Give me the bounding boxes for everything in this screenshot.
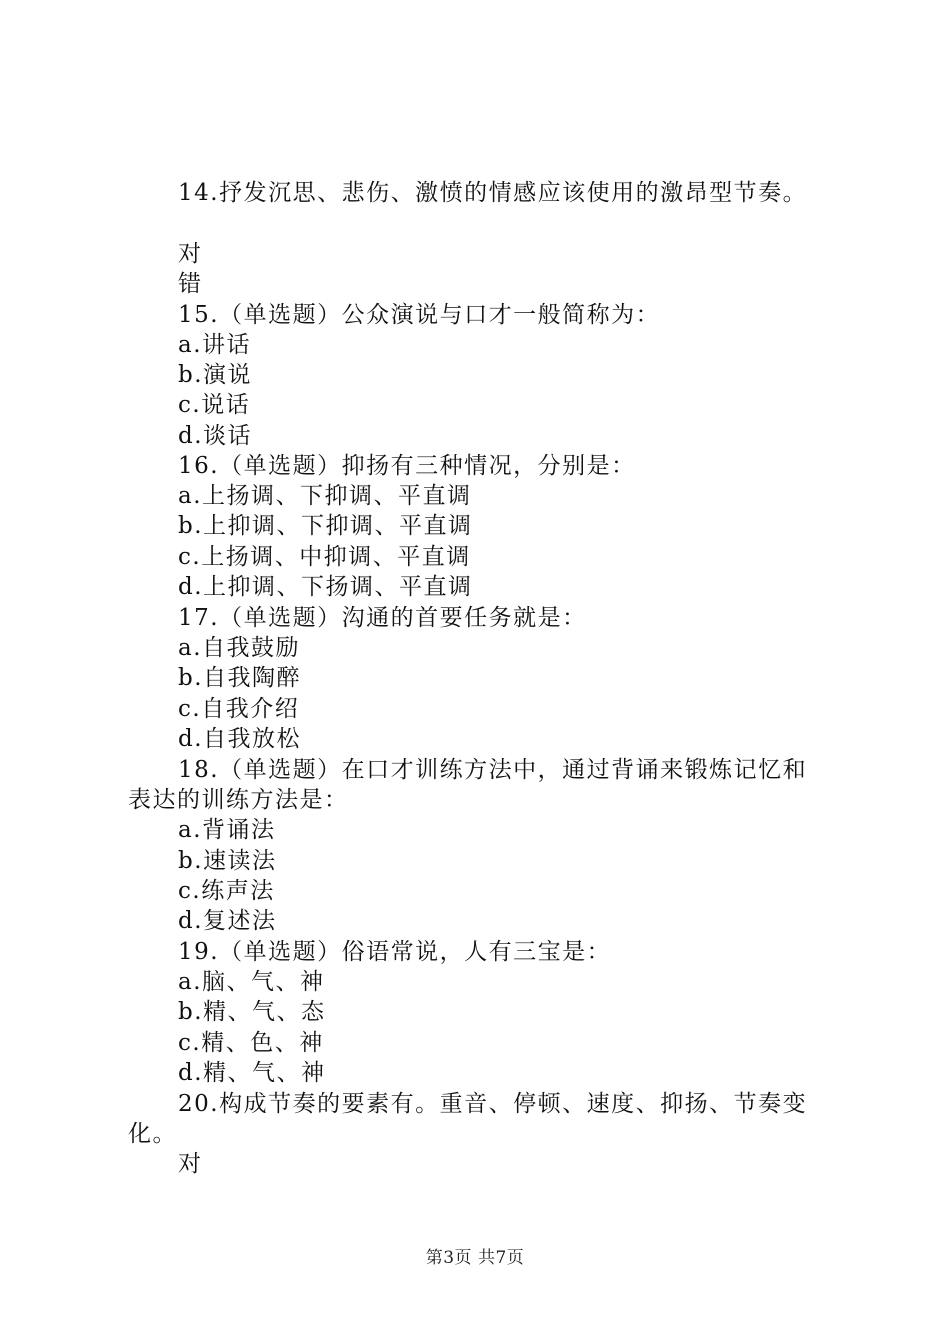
option-c: c.练声法 [178, 878, 275, 904]
question-18-continued: 表达的训练方法是： [128, 787, 349, 813]
question-15: 15.（单选题）公众演说与口才一般简称为： [178, 302, 661, 328]
option-b: b.上抑调、下抑调、平直调 [178, 513, 473, 539]
option-d: d.复述法 [178, 908, 277, 934]
option-d: d.自我放松 [178, 726, 302, 752]
option-b: b.自我陶醉 [178, 665, 302, 691]
option-true: 对 [178, 1151, 203, 1177]
question-20-continued: 化。 [128, 1121, 177, 1147]
question-19: 19.（单选题）俗语常说，人有三宝是： [178, 939, 612, 965]
option-b: b.精、气、态 [178, 999, 326, 1025]
option-a: a.脑、气、神 [178, 969, 325, 995]
option-a: a.上扬调、下抑调、平直调 [178, 483, 472, 509]
question-16: 16.（单选题）抑扬有三种情况，分别是： [178, 453, 636, 479]
option-b: b.演说 [178, 362, 253, 388]
option-d: d.精、气、神 [178, 1060, 326, 1086]
option-true: 对 [178, 241, 203, 267]
question-18: 18.（单选题）在口才训练方法中，通过背诵来锻炼记忆和 [178, 757, 808, 783]
option-c: c.精、色、神 [178, 1030, 324, 1056]
option-b: b.速读法 [178, 848, 277, 874]
option-d: d.上抑调、下扬调、平直调 [178, 574, 473, 600]
option-a: a.自我鼓励 [178, 635, 301, 661]
question-14: 14.抒发沉思、悲伤、激愤的情感应该使用的激昂型节奏。 [178, 180, 808, 206]
option-false: 错 [178, 271, 203, 297]
option-c: c.自我介绍 [178, 696, 300, 722]
option-a: a.背诵法 [178, 817, 276, 843]
question-20: 20.构成节奏的要素有。重音、停顿、速度、抑扬、节奏变 [178, 1091, 808, 1117]
option-d: d.谈话 [178, 423, 253, 449]
question-17: 17.（单选题）沟通的首要任务就是： [178, 605, 587, 631]
option-c: c.说话 [178, 392, 251, 418]
page-footer: 第3页 共7页 [425, 1248, 525, 1268]
option-c: c.上扬调、中抑调、平直调 [178, 544, 471, 570]
option-a: a.讲话 [178, 332, 252, 358]
